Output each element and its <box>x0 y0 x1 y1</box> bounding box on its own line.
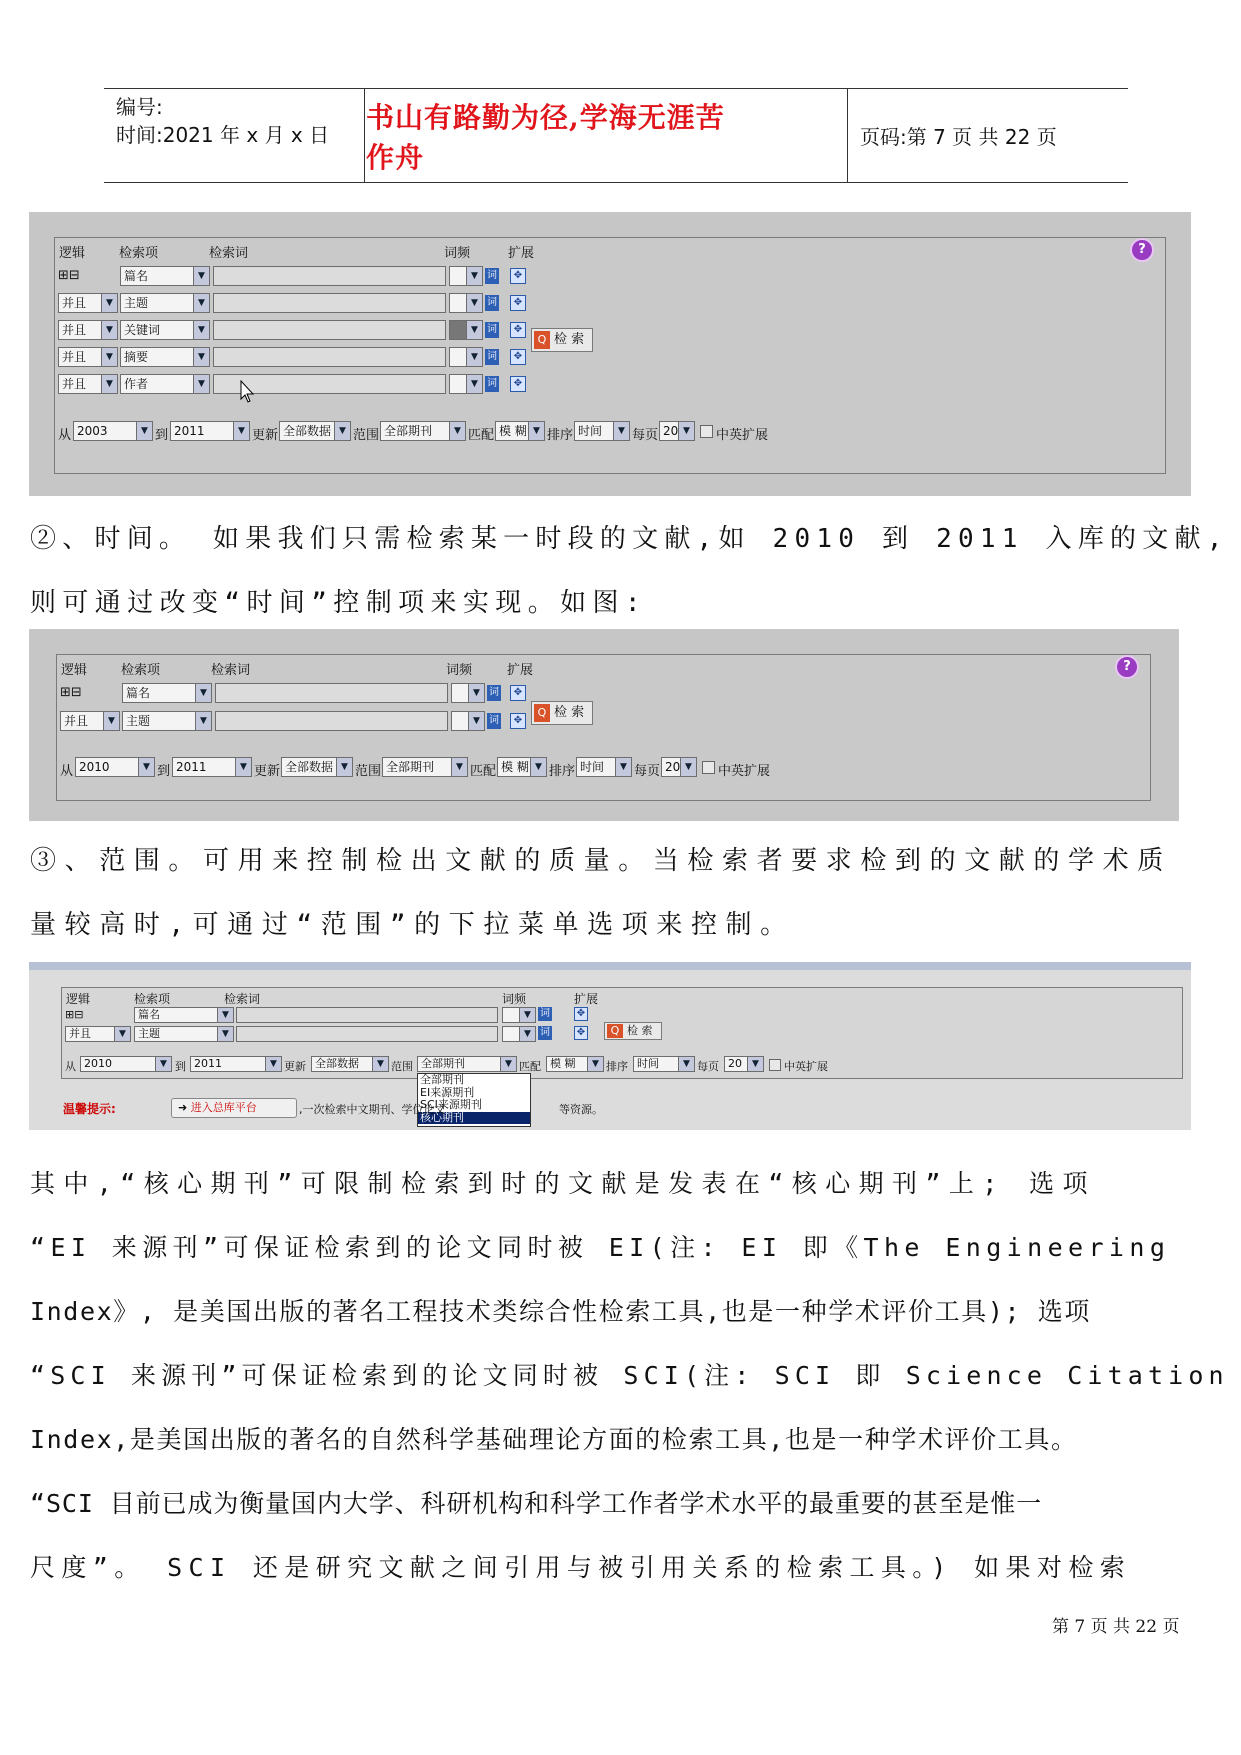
match-select[interactable]: 模 糊 ▼ <box>497 757 547 777</box>
chevron-down-icon: ▼ <box>114 1027 130 1041</box>
from-label: 从 <box>65 1060 76 1073</box>
doc-number-label: 编号: <box>116 95 163 119</box>
sort-select[interactable]: 时间 ▼ <box>576 757 632 777</box>
from-label: 从 <box>58 428 72 443</box>
word-freq-icon[interactable]: 词 <box>485 268 499 284</box>
field-select[interactable]: 关键词 ▼ <box>120 320 210 340</box>
chevron-down-icon: ▼ <box>217 1027 233 1041</box>
col-logic-label: 逻辑 <box>59 246 86 261</box>
update-label: 更新 <box>252 428 279 443</box>
chevron-down-icon: ▼ <box>193 321 209 339</box>
col-expand-label: 扩展 <box>574 992 599 1006</box>
chevron-down-icon: ▼ <box>195 712 211 730</box>
from-year-select[interactable]: 2010 ▼ <box>75 757 155 777</box>
col-freq-label: 词频 <box>502 992 527 1006</box>
search-term-input[interactable] <box>213 293 446 313</box>
update-label: 更新 <box>254 764 281 779</box>
to-label: 到 <box>155 428 169 443</box>
paragraph-line: “SCI 目前已成为衡量国内大学、科研机构和科学工作者学术水平的最重要的甚至是惟一 <box>30 1489 1043 1518</box>
chevron-down-icon: ▼ <box>451 758 467 776</box>
sort-select[interactable]: 时间 ▼ <box>574 421 630 441</box>
field-select[interactable]: 篇名 ▼ <box>134 1007 234 1023</box>
chevron-down-icon: ▼ <box>217 1008 233 1022</box>
chevron-down-icon: ▼ <box>101 375 117 393</box>
dropdown-option[interactable]: EI来源期刊 <box>420 1085 475 1099</box>
range-label: 范围 <box>355 764 382 779</box>
paragraph-line: ②、时间。 如果我们只需检索某一时段的文献,如 2010 到 2011 入库的文献, <box>30 524 1229 554</box>
word-freq-icon[interactable]: 词 <box>485 295 499 311</box>
cn-en-expand-checkbox[interactable] <box>769 1059 781 1071</box>
chevron-down-icon: ▼ <box>466 321 482 339</box>
enter-platform-button[interactable] <box>171 1098 297 1118</box>
chevron-down-icon: ▼ <box>466 267 482 285</box>
to-label: 到 <box>157 764 171 779</box>
paragraph-line: “SCI 来源刊”可保证检索到的论文同时被 SCI(注: SCI 即 Science Citation <box>30 1361 1229 1390</box>
range-select[interactable]: 全部期刊 ▼ <box>382 757 468 777</box>
logic-select[interactable]: 并且 ▼ <box>58 320 118 340</box>
freq-select[interactable] <box>502 1026 536 1042</box>
dropdown-option[interactable]: SCI来源期刊 <box>420 1098 482 1111</box>
cn-en-expand-label: 中英扩展 <box>718 764 771 779</box>
header-left <box>116 93 361 149</box>
add-remove-row-icon[interactable]: ⊞⊟ <box>58 268 80 283</box>
search-panel <box>54 237 1166 474</box>
expand-icon[interactable]: ✥ <box>574 1007 588 1021</box>
word-freq-icon[interactable]: 词 <box>485 376 499 392</box>
update-select[interactable]: 全部数据 ▼ <box>311 1056 389 1072</box>
per-page-label: 每页 <box>697 1060 719 1073</box>
field-select[interactable]: 主题 ▼ <box>120 293 210 313</box>
chevron-down-icon: ▼ <box>101 321 117 339</box>
match-label: 匹配 <box>519 1060 541 1073</box>
freq-select[interactable] <box>449 374 483 394</box>
col-expand-label: 扩展 <box>508 246 535 261</box>
per-page-label: 每页 <box>634 764 661 779</box>
paragraph-line: Index》, 是美国出版的著名工程技术类综合性检索工具,也是一种学术评价工具); 选项 <box>30 1297 1091 1326</box>
word-freq-icon[interactable]: 词 <box>485 322 499 338</box>
header-divider <box>364 89 365 182</box>
magnifier-icon: Q <box>534 704 550 722</box>
to-year-select[interactable]: 2011 ▼ <box>172 757 252 777</box>
magnifier-icon: Q <box>534 331 550 349</box>
chevron-down-icon: ▼ <box>336 758 352 776</box>
arrow-icon: ➜ <box>178 1101 188 1114</box>
range-select[interactable]: 全部期刊 ▼ <box>380 421 466 441</box>
search-button[interactable]: Q 检 索 <box>531 328 593 352</box>
mouse-cursor-icon <box>240 380 256 404</box>
search-term-input[interactable] <box>236 1007 498 1023</box>
col-freq-label: 词频 <box>444 246 471 261</box>
chevron-down-icon: ▼ <box>193 294 209 312</box>
col-field-label: 检索项 <box>134 992 171 1006</box>
word-freq-icon[interactable]: 词 <box>487 713 501 729</box>
range-label: 范围 <box>353 428 380 443</box>
tip-bar <box>59 1097 1179 1119</box>
chevron-down-icon: ▼ <box>678 422 694 440</box>
field-select[interactable]: 主题 ▼ <box>134 1026 234 1042</box>
chevron-down-icon: ▼ <box>103 712 119 730</box>
chevron-down-icon: ▼ <box>466 348 482 366</box>
page-header <box>104 88 1128 183</box>
cn-en-expand-label: 中英扩展 <box>716 428 769 443</box>
add-remove-row-icon[interactable]: ⊞⊟ <box>65 1008 84 1021</box>
col-logic-label: 逻辑 <box>61 663 88 678</box>
chevron-down-icon: ▼ <box>193 375 209 393</box>
page-footer: 第 7 页 共 22 页 <box>1052 1617 1180 1637</box>
dropdown-option-selected[interactable]: 核心期刊 <box>418 1112 530 1125</box>
search-term-input[interactable] <box>213 347 446 367</box>
field-select[interactable]: 篇名 ▼ <box>120 266 210 286</box>
per-page-label: 每页 <box>632 428 659 443</box>
col-freq-label: 词频 <box>446 663 473 678</box>
logic-select[interactable]: 并且 ▼ <box>65 1026 131 1042</box>
freq-select[interactable] <box>451 711 485 731</box>
freq-select[interactable] <box>451 683 485 703</box>
expand-icon[interactable]: ✥ <box>510 376 526 392</box>
paragraph-line: 尺度”。 SCI 还是研究文献之间引用与被引用关系的检索工具。) 如果对检索 <box>30 1553 1132 1582</box>
chevron-down-icon: ▼ <box>101 294 117 312</box>
chevron-down-icon: ▼ <box>747 1057 763 1071</box>
cn-en-expand-checkbox[interactable] <box>702 761 715 774</box>
chevron-down-icon: ▼ <box>334 422 350 440</box>
doc-time-label: 时间:2021 年 x 月 x 日 <box>116 123 330 147</box>
paragraph-line: 则可通过改变“时间”控制项来实现。如图: <box>30 588 647 618</box>
match-select[interactable]: 模 糊 ▼ <box>495 421 545 441</box>
chevron-down-icon: ▼ <box>468 712 484 730</box>
cn-en-expand-checkbox[interactable] <box>700 425 713 438</box>
word-freq-icon[interactable]: 词 <box>540 1027 550 1038</box>
per-page-select[interactable]: 20 ▼ <box>724 1056 764 1072</box>
freq-select[interactable] <box>449 293 483 313</box>
expand-icon[interactable]: ✥ <box>510 685 526 701</box>
dropdown-option[interactable]: 全部期刊 <box>420 1073 464 1086</box>
tip-text: 等资源。 <box>559 1103 603 1116</box>
expand-icon[interactable]: ✥ <box>510 295 526 311</box>
chevron-down-icon: ▼ <box>500 1057 516 1071</box>
col-expand-label: 扩展 <box>507 663 534 678</box>
chevron-down-icon: ▼ <box>195 684 211 702</box>
match-select[interactable]: 模 糊 ▼ <box>546 1056 604 1072</box>
sort-select[interactable]: 时间 ▼ <box>633 1056 695 1072</box>
to-year-select[interactable]: 2011 ▼ <box>170 421 250 441</box>
paragraph-line: 量较高时,可通过“范围”的下拉菜单选项来控制。 <box>30 910 795 940</box>
chevron-down-icon: ▼ <box>466 375 482 393</box>
col-term-label: 检索词 <box>209 246 249 261</box>
update-select[interactable]: 全部数据 ▼ <box>279 421 351 441</box>
field-select[interactable]: 篇名 ▼ <box>122 683 212 703</box>
expand-icon[interactable]: ✥ <box>574 1026 588 1040</box>
chevron-down-icon: ▼ <box>519 1027 535 1041</box>
chevron-down-icon: ▼ <box>449 422 465 440</box>
sort-label: 排序 <box>547 428 574 443</box>
expand-icon[interactable]: ✥ <box>510 322 526 338</box>
from-label: 从 <box>60 764 74 779</box>
chevron-down-icon: ▼ <box>680 758 696 776</box>
search-term-input[interactable] <box>213 320 446 340</box>
field-select[interactable]: 主题 ▼ <box>122 711 212 731</box>
col-logic-label: 逻辑 <box>66 992 91 1006</box>
magnifier-icon: Q <box>607 1024 623 1038</box>
chevron-down-icon: ▼ <box>587 1057 603 1071</box>
chevron-down-icon: ▼ <box>101 348 117 366</box>
tip-text: ,一次检索中文期刊、学位论文 <box>299 1103 446 1116</box>
freq-select-disabled <box>449 320 483 340</box>
chevron-down-icon: ▼ <box>265 1057 281 1071</box>
range-label: 范围 <box>391 1060 413 1073</box>
word-freq-icon[interactable]: 词 <box>487 685 501 701</box>
expand-icon[interactable]: ✥ <box>510 268 526 284</box>
chevron-down-icon: ▼ <box>233 422 249 440</box>
chevron-down-icon: ▼ <box>155 1057 171 1071</box>
logic-select[interactable]: 并且 ▼ <box>60 711 120 731</box>
freq-select[interactable] <box>449 266 483 286</box>
search-button[interactable]: Q 检 索 <box>531 701 593 725</box>
chevron-down-icon: ▼ <box>138 758 154 776</box>
chevron-down-icon: ▼ <box>519 1008 535 1022</box>
screenshot-search-form-2 <box>29 629 1179 821</box>
search-term-input[interactable] <box>236 1026 498 1042</box>
chevron-down-icon: ▼ <box>613 422 629 440</box>
update-label: 更新 <box>284 1060 306 1073</box>
enter-platform-label: 进入总库平台 <box>190 1101 257 1114</box>
tip-label: 温馨提示: <box>63 1102 116 1116</box>
top-strip <box>29 962 1191 970</box>
per-page-select[interactable]: 20 ▼ <box>659 421 695 441</box>
match-label: 匹配 <box>468 428 495 443</box>
help-icon[interactable]: ? <box>1130 238 1154 262</box>
search-panel <box>56 654 1151 801</box>
screenshot-range-dropdown <box>29 962 1191 1130</box>
screenshot-search-form-1 <box>29 212 1191 496</box>
expand-icon[interactable]: ✥ <box>510 349 526 365</box>
chevron-down-icon: ▼ <box>235 758 251 776</box>
col-field-label: 检索项 <box>121 663 161 678</box>
chevron-down-icon: ▼ <box>193 348 209 366</box>
word-freq-icon[interactable]: 词 <box>540 1008 550 1019</box>
search-term-input[interactable] <box>213 266 446 286</box>
chevron-down-icon: ▼ <box>528 422 544 440</box>
update-select[interactable]: 全部数据 ▼ <box>281 757 353 777</box>
col-term-label: 检索词 <box>224 992 261 1006</box>
freq-select[interactable] <box>449 347 483 367</box>
header-divider <box>847 89 848 182</box>
field-select[interactable]: 摘要 ▼ <box>120 347 210 367</box>
chevron-down-icon: ▼ <box>466 294 482 312</box>
paragraph-line: 其中,“核心期刊”可限制检索到时的文献是发表在“核心期刊”上; 选项 <box>30 1169 1096 1198</box>
per-page-select[interactable]: 20 ▼ <box>661 757 697 777</box>
help-icon[interactable]: ? <box>1115 655 1139 679</box>
expand-icon[interactable]: ✥ <box>510 713 526 729</box>
logic-select[interactable]: 并且 ▼ <box>58 374 118 394</box>
from-year-select[interactable]: 2003 ▼ <box>73 421 153 441</box>
sort-label: 排序 <box>549 764 576 779</box>
field-select[interactable]: 作者 ▼ <box>120 374 210 394</box>
chevron-down-icon: ▼ <box>468 684 484 702</box>
col-field-label: 检索项 <box>119 246 159 261</box>
match-label: 匹配 <box>470 764 497 779</box>
chevron-down-icon: ▼ <box>530 758 546 776</box>
cn-en-expand-label: 中英扩展 <box>784 1060 828 1073</box>
logic-select[interactable]: 并且 ▼ <box>58 293 118 313</box>
chevron-down-icon: ▼ <box>372 1057 388 1071</box>
search-term-input[interactable] <box>215 683 448 703</box>
chevron-down-icon: ▼ <box>136 422 152 440</box>
paragraph-line: “EI 来源刊”可保证检索到的论文同时被 EI(注: EI 即《The Engineering <box>30 1233 1171 1262</box>
to-year-select[interactable]: 2011 ▼ <box>190 1056 282 1072</box>
freq-select[interactable] <box>502 1007 536 1023</box>
to-label: 到 <box>175 1060 186 1073</box>
range-select[interactable]: 全部期刊 ▼ <box>417 1056 517 1072</box>
paragraph-line: Index,是美国出版的著名的自然科学基础理论方面的检索工具,也是一种学术评价工具。 <box>30 1425 1078 1454</box>
chevron-down-icon: ▼ <box>678 1057 694 1071</box>
chevron-down-icon: ▼ <box>193 267 209 285</box>
search-button[interactable]: Q 检 索 <box>604 1022 662 1040</box>
search-term-input[interactable] <box>215 711 448 731</box>
header-motto: 书山有路勤为径,学海无涯苦作舟 <box>366 100 725 174</box>
chevron-down-icon: ▼ <box>615 758 631 776</box>
from-year-select[interactable]: 2010 ▼ <box>80 1056 172 1072</box>
header-page-label: 页码:第 7 页 共 22 页 <box>860 125 1057 149</box>
col-term-label: 检索词 <box>211 663 251 678</box>
logic-select[interactable]: 并且 ▼ <box>58 347 118 367</box>
word-freq-icon[interactable]: 词 <box>485 349 499 365</box>
sort-label: 排序 <box>606 1060 628 1073</box>
paragraph-line: ③、范围。可用来控制检出文献的质量。当检索者要求检到的文献的学术质 <box>30 846 1172 876</box>
add-remove-row-icon[interactable]: ⊞⊟ <box>60 685 82 700</box>
